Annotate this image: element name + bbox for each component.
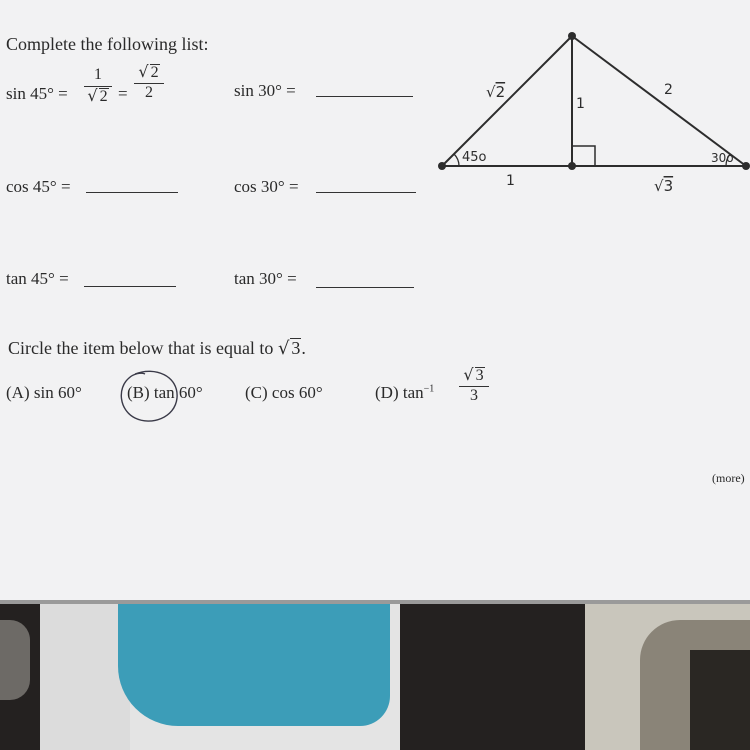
sin45-fraction-2 bbox=[134, 64, 164, 103]
height-label: 1 bbox=[576, 96, 585, 112]
cos45-answer-blank[interactable] bbox=[86, 192, 178, 193]
option-d-superscript: −1 bbox=[423, 383, 435, 395]
angle-label-45: 45o bbox=[462, 150, 487, 165]
sin45-equals: = bbox=[118, 84, 128, 103]
more-indicator: (more) bbox=[712, 471, 745, 485]
cos30-label: cos 30° = bbox=[234, 177, 299, 196]
triangle-diagram bbox=[430, 25, 750, 205]
background-fabric bbox=[0, 600, 750, 750]
vertex-right bbox=[742, 162, 750, 170]
angle-arc-left bbox=[454, 154, 459, 166]
right-hypotenuse bbox=[572, 36, 746, 166]
right-angle-mark bbox=[572, 146, 595, 166]
vertex-top bbox=[568, 32, 576, 40]
question-label: Circle the item below that is equal to bbox=[8, 338, 274, 358]
left-hyp-label: √2 bbox=[486, 83, 506, 101]
vertex-left bbox=[438, 162, 446, 170]
option-d-denominator: 3 bbox=[470, 387, 478, 404]
tan30-answer-blank[interactable] bbox=[316, 287, 414, 288]
option-d-prefix: (D) tan bbox=[375, 383, 424, 402]
tan45-answer-blank[interactable] bbox=[84, 286, 176, 287]
sin45-frac2-denominator: 2 bbox=[145, 84, 153, 101]
instruction-text: Complete the following list: bbox=[6, 34, 209, 54]
option-d-fraction bbox=[459, 367, 489, 406]
answer-circle-mark bbox=[115, 366, 185, 428]
sin45-label: sin 45° = bbox=[6, 84, 68, 103]
question-text: Circle the item below that is equal to √ 3. bbox=[8, 338, 306, 359]
sin30-answer-blank[interactable] bbox=[316, 96, 413, 97]
sin30-label: sin 30° = bbox=[234, 81, 296, 100]
sin45-frac1-numerator: 1 bbox=[94, 66, 102, 83]
tan30-label: tan 30° = bbox=[234, 269, 297, 288]
sin45-fraction-1 bbox=[84, 67, 112, 106]
right-hyp-label: 2 bbox=[664, 82, 673, 98]
sin45-frac2-numerator: √ 2 bbox=[138, 62, 159, 81]
option-b[interactable]: (B) tan 60° bbox=[127, 383, 203, 402]
option-c[interactable]: (C) cos 60° bbox=[245, 383, 323, 402]
question-radicand: 3 bbox=[291, 338, 301, 358]
option-a[interactable]: (A) sin 60° bbox=[6, 383, 82, 402]
cos45-label: cos 45° = bbox=[6, 177, 71, 196]
option-d-numerator: √ 3 bbox=[463, 365, 484, 384]
cos30-answer-blank[interactable] bbox=[316, 192, 416, 193]
option-d[interactable] bbox=[375, 384, 434, 401]
tan45-label: tan 45° = bbox=[6, 269, 69, 288]
base-right-label: √3 bbox=[654, 177, 674, 195]
teal-fabric bbox=[118, 604, 390, 726]
white-fabric-left bbox=[40, 604, 130, 750]
angle-label-30: 30o bbox=[711, 151, 734, 165]
question-period: . bbox=[301, 338, 306, 358]
sin45-frac1-denominator: √ 2 bbox=[87, 86, 108, 105]
base-left-label: 1 bbox=[506, 173, 515, 189]
left-hypotenuse bbox=[442, 36, 572, 166]
vertex-foot bbox=[568, 162, 576, 170]
